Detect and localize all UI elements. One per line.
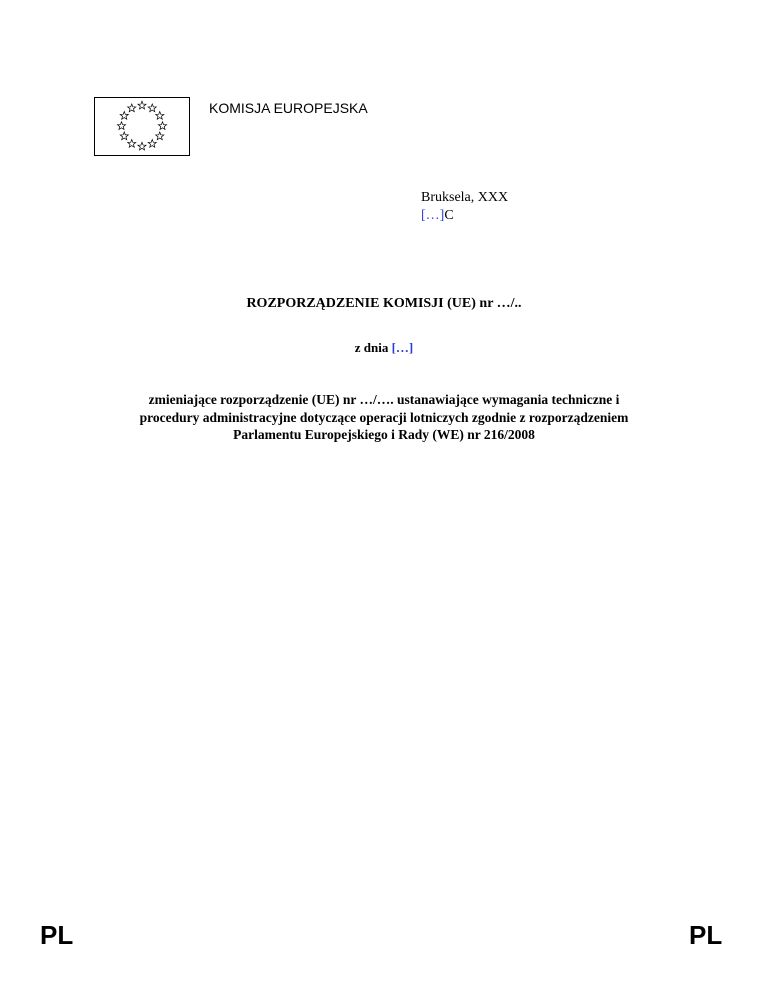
subject-line: procedury administracyjne dotyczące operacji lotniczych zgodnie z rozporządzeniem bbox=[139, 409, 629, 425]
reference-placeholder: […] bbox=[421, 208, 445, 223]
flag-star bbox=[158, 122, 166, 130]
reference-line bbox=[421, 207, 508, 225]
flag-star bbox=[120, 132, 128, 140]
flag-star bbox=[117, 122, 125, 130]
eu-flag-stars-icon bbox=[95, 98, 191, 157]
reference-suffix: C bbox=[444, 208, 454, 223]
eu-flag-emblem bbox=[94, 97, 190, 156]
regulation-subject bbox=[0, 391, 768, 444]
subject-line: zmieniające rozporządzenie (UE) nr …/…. ustanawiające wymagania techniczne i bbox=[148, 392, 620, 407]
place-date-block bbox=[421, 189, 508, 225]
flag-star bbox=[128, 104, 136, 112]
language-code-right: PL bbox=[689, 920, 723, 950]
regulation-date bbox=[0, 340, 768, 356]
flag-star bbox=[138, 101, 146, 109]
flag-star bbox=[128, 139, 136, 147]
place-line: Bruksela, XXX bbox=[421, 190, 509, 205]
flag-star bbox=[156, 132, 164, 140]
subject-line: Parlamentu Europejskiego i Rady (WE) nr 216/2008 bbox=[233, 427, 535, 442]
flag-star bbox=[156, 111, 164, 119]
date-placeholder: […] bbox=[391, 340, 414, 355]
flag-star bbox=[138, 142, 146, 150]
flag-star bbox=[120, 111, 128, 119]
date-prefix: z dnia bbox=[354, 340, 392, 355]
language-code-left: PL bbox=[40, 920, 74, 950]
flag-star bbox=[148, 139, 156, 147]
organization-name: KOMISJA EUROPEJSKA bbox=[209, 100, 368, 116]
regulation-title: ROZPORZĄDZENIE KOMISJI (UE) nr …/.. bbox=[246, 296, 522, 311]
flag-star bbox=[148, 104, 156, 112]
